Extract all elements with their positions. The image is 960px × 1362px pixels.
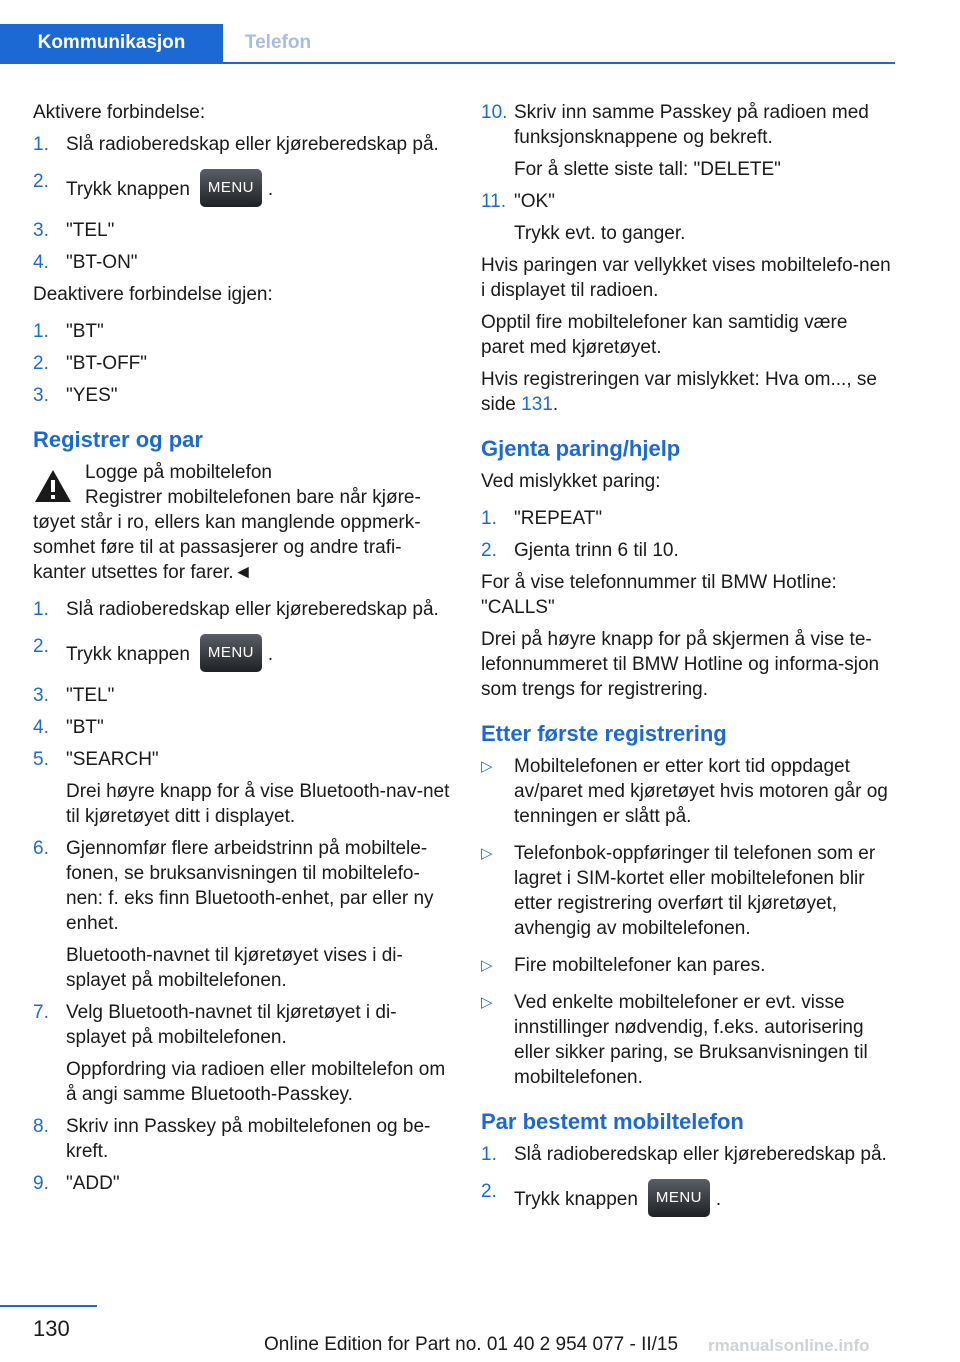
menu-button-icon: MENU	[648, 1179, 710, 1217]
list-item: 2. "BT-OFF"	[33, 353, 148, 374]
section-heading: Registrer og par	[33, 427, 203, 452]
numbered-list	[33, 597, 451, 1196]
page-reference-link[interactable]: 131	[521, 394, 553, 415]
list-item: ▷ Ved enkelte mobiltelefoner er evt. visse innstillinger nødvendig, f.eks. autorisering eller sikker paring, se Bruksanvisningen til mobiltelefonen.	[481, 992, 868, 1088]
list-item: 2. Trykk knappen MENU .	[33, 169, 451, 211]
paragraph: Hvis registreringen var mislykket: Hva om..., se side 131.	[481, 369, 877, 415]
list-item: 11. "OK" Trykk evt. to ganger.	[481, 191, 686, 244]
list-item: 9. "ADD"	[33, 1173, 120, 1194]
list-item: 2. Trykk knappen MENU .	[33, 634, 451, 676]
list-item: 1. Slå radioberedskap eller kjøreberedskap på.	[481, 1144, 887, 1165]
paragraph: Hvis paringen var vellykket vises mobiltelefo-nen i displayet til radioen.	[481, 255, 891, 301]
list-item: ▷ Telefonbok-oppføringer til telefonen som er lagret i SIM-kortet eller mobiltelefonen blir etter registrering overført til kjøretøyet, avhengig av mobiltelefonen.	[481, 843, 876, 939]
watermark: rmanualsonline.info	[708, 1336, 870, 1355]
paragraph: Drei på høyre knapp for på skjermen å vise te-lefonnummeret til BMW Hotline og informa-sjon som trengs for registrering.	[481, 629, 880, 700]
triangle-bullet-icon: ▷	[481, 845, 493, 862]
paragraph: Opptil fire mobiltelefoner kan samtidig være paret med kjøretøyet.	[481, 312, 848, 358]
list-item: 1. "BT"	[33, 321, 104, 342]
paragraph: Deaktivere forbindelse igjen:	[33, 284, 273, 305]
list-item: ▷ Fire mobiltelefoner kan pares.	[481, 955, 766, 976]
edition-note: Online Edition for Part no. 01 40 2 954 077 - II/15	[264, 1334, 679, 1355]
paragraph: Aktivere forbindelse:	[33, 102, 206, 123]
list-item: 1. Slå radioberedskap eller kjøreberedskap på.	[33, 134, 439, 155]
triangle-bullet-icon: ▷	[481, 758, 493, 775]
list-item: 6. Gjennomfør flere arbeidstrinn på mobiltele-fonen, se bruksanvisningen til mobiltelefo-nen: f. eks finn Bluetooth-enhet, par eller ny enhet. Bluetooth-navnet til kjøretøyet vises i di-splayet på mobiltelefonen.	[33, 838, 434, 991]
list-item: 4. "BT-ON"	[33, 252, 138, 273]
warning-text: Registrer mobiltelefonen bare når kjøre-	[85, 487, 421, 508]
tab-kommunikasjon: Kommunikasjon	[0, 24, 223, 62]
section-heading: Gjenta paring/hjelp	[481, 436, 681, 461]
warning-block	[33, 460, 451, 510]
list-item: 2. Trykk knappen MENU .	[481, 1179, 894, 1221]
footer-divider	[0, 1305, 97, 1307]
list-item: 10. Skriv inn samme Passkey på radioen med funksjonsknappene og bekreft. For å slette siste tall: "DELETE"	[481, 102, 869, 180]
right-column	[481, 100, 894, 1228]
list-item: 7. Velg Bluetooth-navnet til kjøretøyet i di-splayet på mobiltelefonen. Oppfordring via radioen eller mobiltelefon om å angi samme Bluetooth-Passkey.	[33, 1002, 446, 1105]
numbered-list	[481, 506, 894, 563]
triangle-bullet-icon: ▷	[481, 994, 493, 1011]
bullet-list	[481, 754, 894, 1090]
section-tabs	[0, 24, 895, 64]
list-item: 2. Gjenta trinn 6 til 10.	[481, 540, 679, 561]
numbered-list	[481, 100, 894, 246]
numbered-list	[33, 319, 451, 408]
list-item: 1. "REPEAT"	[481, 508, 603, 529]
paragraph: Ved mislykket paring:	[481, 471, 661, 492]
warning-text: tøyet står i ro, ellers kan manglende oppmerk-somhet føre til at passasjerer og andre trafi-kanter utsettes for farer.◄	[33, 512, 421, 583]
tab-telefon: Telefon	[244, 32, 312, 53]
section-heading: Par bestemt mobiltelefon	[481, 1109, 744, 1134]
menu-button-icon: MENU	[200, 169, 262, 207]
page-number: 130	[33, 1316, 70, 1341]
paragraph: For å vise telefonnummer til BMW Hotline: "CALLS"	[481, 572, 837, 618]
list-item: 5. "SEARCH" Drei høyre knapp for å vise Bluetooth-nav-net til kjøretøyet ditt i displayet.	[33, 749, 450, 827]
list-item: ▷ Mobiltelefonen er etter kort tid oppdaget av/paret med kjøretøyet hvis motoren går og tenningen er slått på.	[481, 756, 888, 827]
list-item: 8. Skriv inn Passkey på mobiltelefonen og be-kreft.	[33, 1116, 431, 1162]
menu-button-icon: MENU	[200, 634, 262, 672]
list-item: 3. "TEL"	[33, 220, 115, 241]
warning-icon	[33, 468, 73, 504]
warning-title: Logge på mobiltelefon	[85, 462, 272, 483]
list-item: 3. "TEL"	[33, 685, 115, 706]
list-item: 4. "BT"	[33, 717, 104, 738]
numbered-list	[33, 132, 451, 275]
triangle-bullet-icon: ▷	[481, 957, 493, 974]
section-heading: Etter første registrering	[481, 721, 727, 746]
list-item: 1. Slå radioberedskap eller kjøreberedskap på.	[33, 599, 439, 620]
left-column	[33, 100, 451, 1203]
numbered-list	[481, 1142, 894, 1221]
list-item: 3. "YES"	[33, 385, 118, 406]
